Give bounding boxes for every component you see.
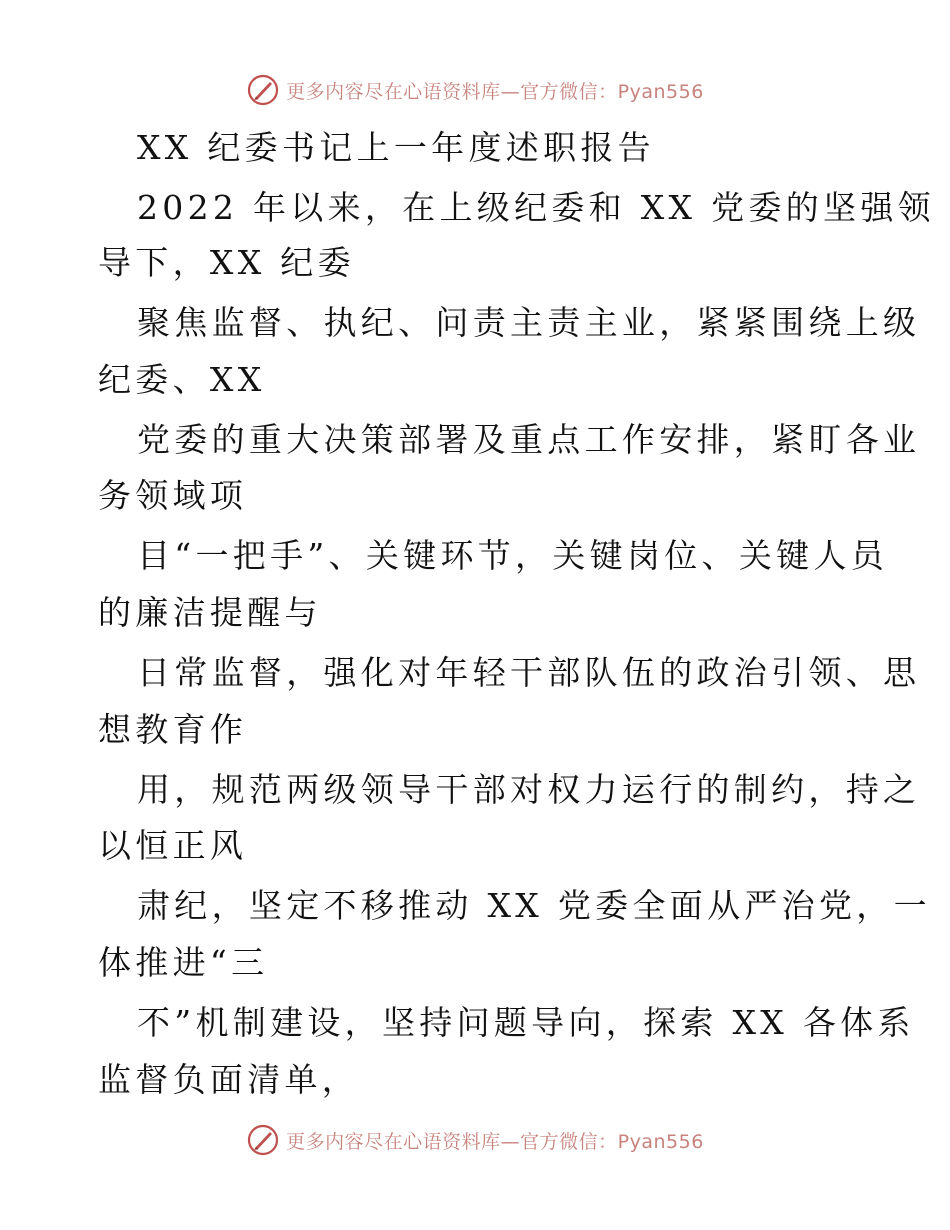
text-line: 2022 年以来，在上级纪委和 XX 党委的坚强领 bbox=[137, 188, 935, 227]
text-line: 聚焦监督、执纪、问责主责主业，紧紧围绕上级 bbox=[137, 303, 921, 342]
header-watermark bbox=[0, 70, 950, 110]
text-line: 务领域项 bbox=[98, 476, 248, 515]
document-title: XX 纪委书记上一年度述职报告 bbox=[137, 128, 655, 167]
watermark-text: 更多内容尽在心语资料库—官方微信：Pyan556 bbox=[286, 1130, 704, 1153]
text-line: 用，规范两级领导干部对权力运行的制约，持之 bbox=[137, 770, 921, 809]
quill-pen-circle-icon bbox=[246, 1123, 280, 1157]
text-line: 肃纪，坚定不移推动 XX 党委全面从严治党，一 bbox=[137, 886, 931, 925]
text-line: 以恒正风 bbox=[98, 826, 248, 865]
text-line: 导下，XX 纪委 bbox=[98, 243, 355, 282]
text-line: 监督负面清单， bbox=[98, 1060, 360, 1099]
text-line: 纪委、XX bbox=[98, 360, 266, 399]
text-line: 党委的重大决策部署及重点工作安排，紧盯各业 bbox=[137, 420, 921, 459]
text-line: 的廉洁提醒与 bbox=[98, 593, 322, 632]
text-line: 目“一把手”、关键环节，关键岗位、关键人员 bbox=[137, 536, 889, 575]
text-line: 不”机制建设，坚持问题导向，探索 XX 各体系 bbox=[137, 1003, 915, 1042]
text-line: 想教育作 bbox=[98, 710, 248, 749]
text-line: 日常监督，强化对年轻干部队伍的政治引领、思 bbox=[137, 653, 921, 692]
text-line: 体推进“三 bbox=[98, 943, 269, 982]
quill-pen-circle-icon bbox=[246, 73, 280, 107]
footer-watermark bbox=[0, 1120, 950, 1160]
watermark-text: 更多内容尽在心语资料库—官方微信：Pyan556 bbox=[286, 80, 704, 103]
